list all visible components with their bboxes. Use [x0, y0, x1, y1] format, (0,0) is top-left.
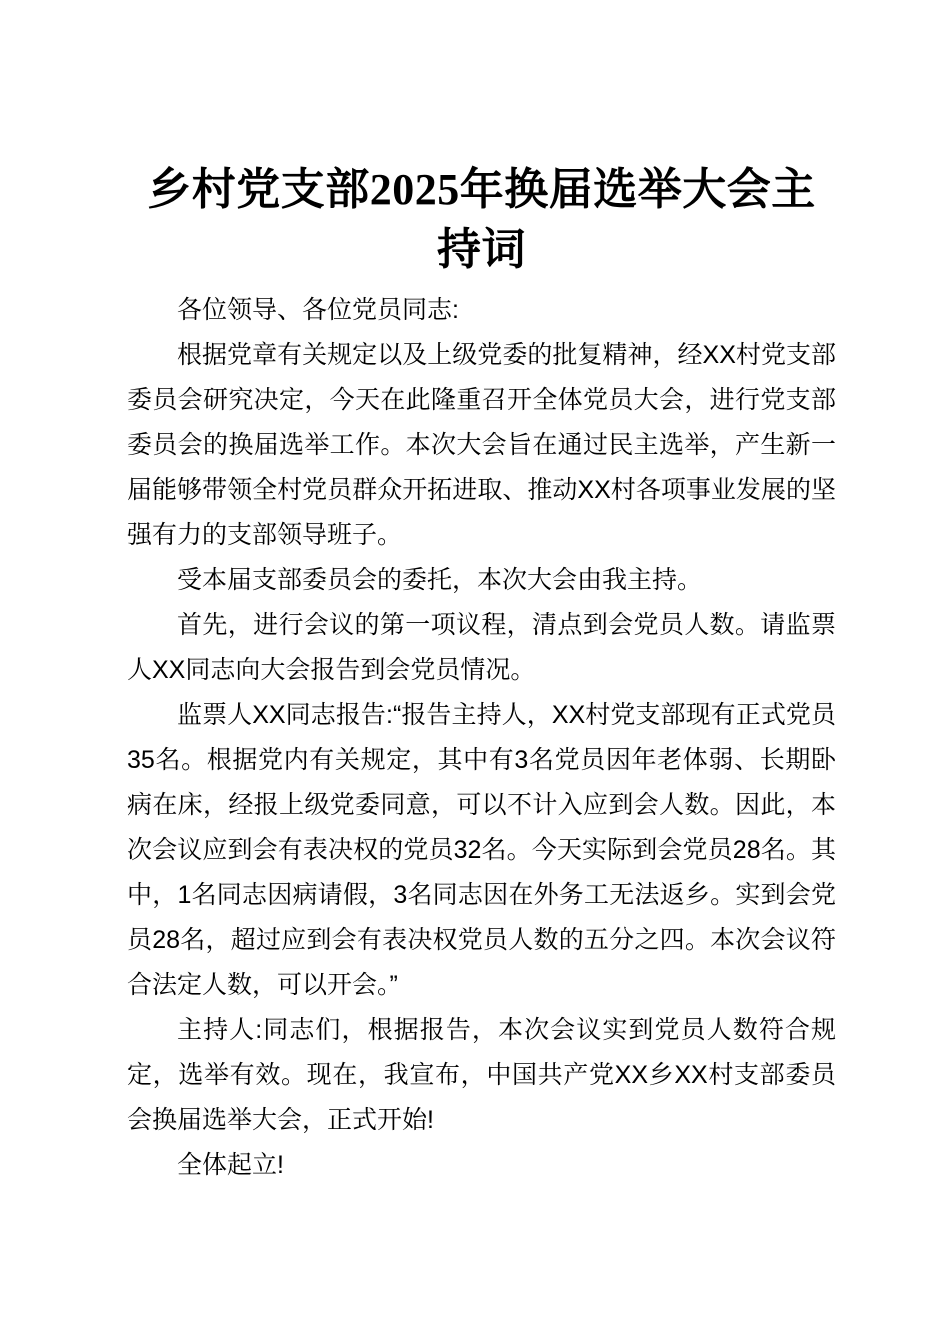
- document-body: [127, 288, 836, 1188]
- paragraph-opening-remarks: 根据党章有关规定以及上级党委的批复精神，经XX村党支部委员会研究决定，今天在此隆重召开全体党员大会，进行党支部委员会的换届选举工作。本次大会旨在通过民主选举，产生新一届能够带领全村党员群众开拓进取、推动XX村各项事业发展的坚强有力的支部领导班子。: [127, 341, 836, 549]
- document-title: 乡村党支部2025年换届选举大会主持词: [147, 165, 816, 274]
- paragraph-all-rise: 全体起立!: [177, 1151, 284, 1179]
- paragraph-host-declaration: 主持人:同志们，根据报告，本次会议实到党员人数符合规定，选举有效。现在，我宣布，中国共产党XX乡XX村支部委员会换届选举大会，正式开始!: [127, 1016, 836, 1134]
- paragraph-first-agenda: 首先，进行会议的第一项议程，清点到会党员人数。请监票人XX同志向大会报告到会党员情况。: [127, 611, 836, 684]
- paragraph-teller-report: 监票人XX同志报告:“报告主持人，XX村党支部现有正式党员35名。根据党内有关规定，其中有3名党员因年老体弱、长期卧病在床，经报上级党委同意，可以不计入应到会人数。因此，本次会议应到会有表决权的党员32名。今天实际到会党员28名。其中，1名同志因病请假，3名同志因在外务工无法返乡。实到会党员28名，超过应到会有表决权党员人数的五分之四。本次会议符合法定人数，可以开会。”: [127, 701, 836, 999]
- paragraph-host-entrust: 受本届支部委员会的委托，本次大会由我主持。: [177, 566, 703, 594]
- paragraph-salutation: 各位领导、各位党员同志:: [177, 296, 459, 324]
